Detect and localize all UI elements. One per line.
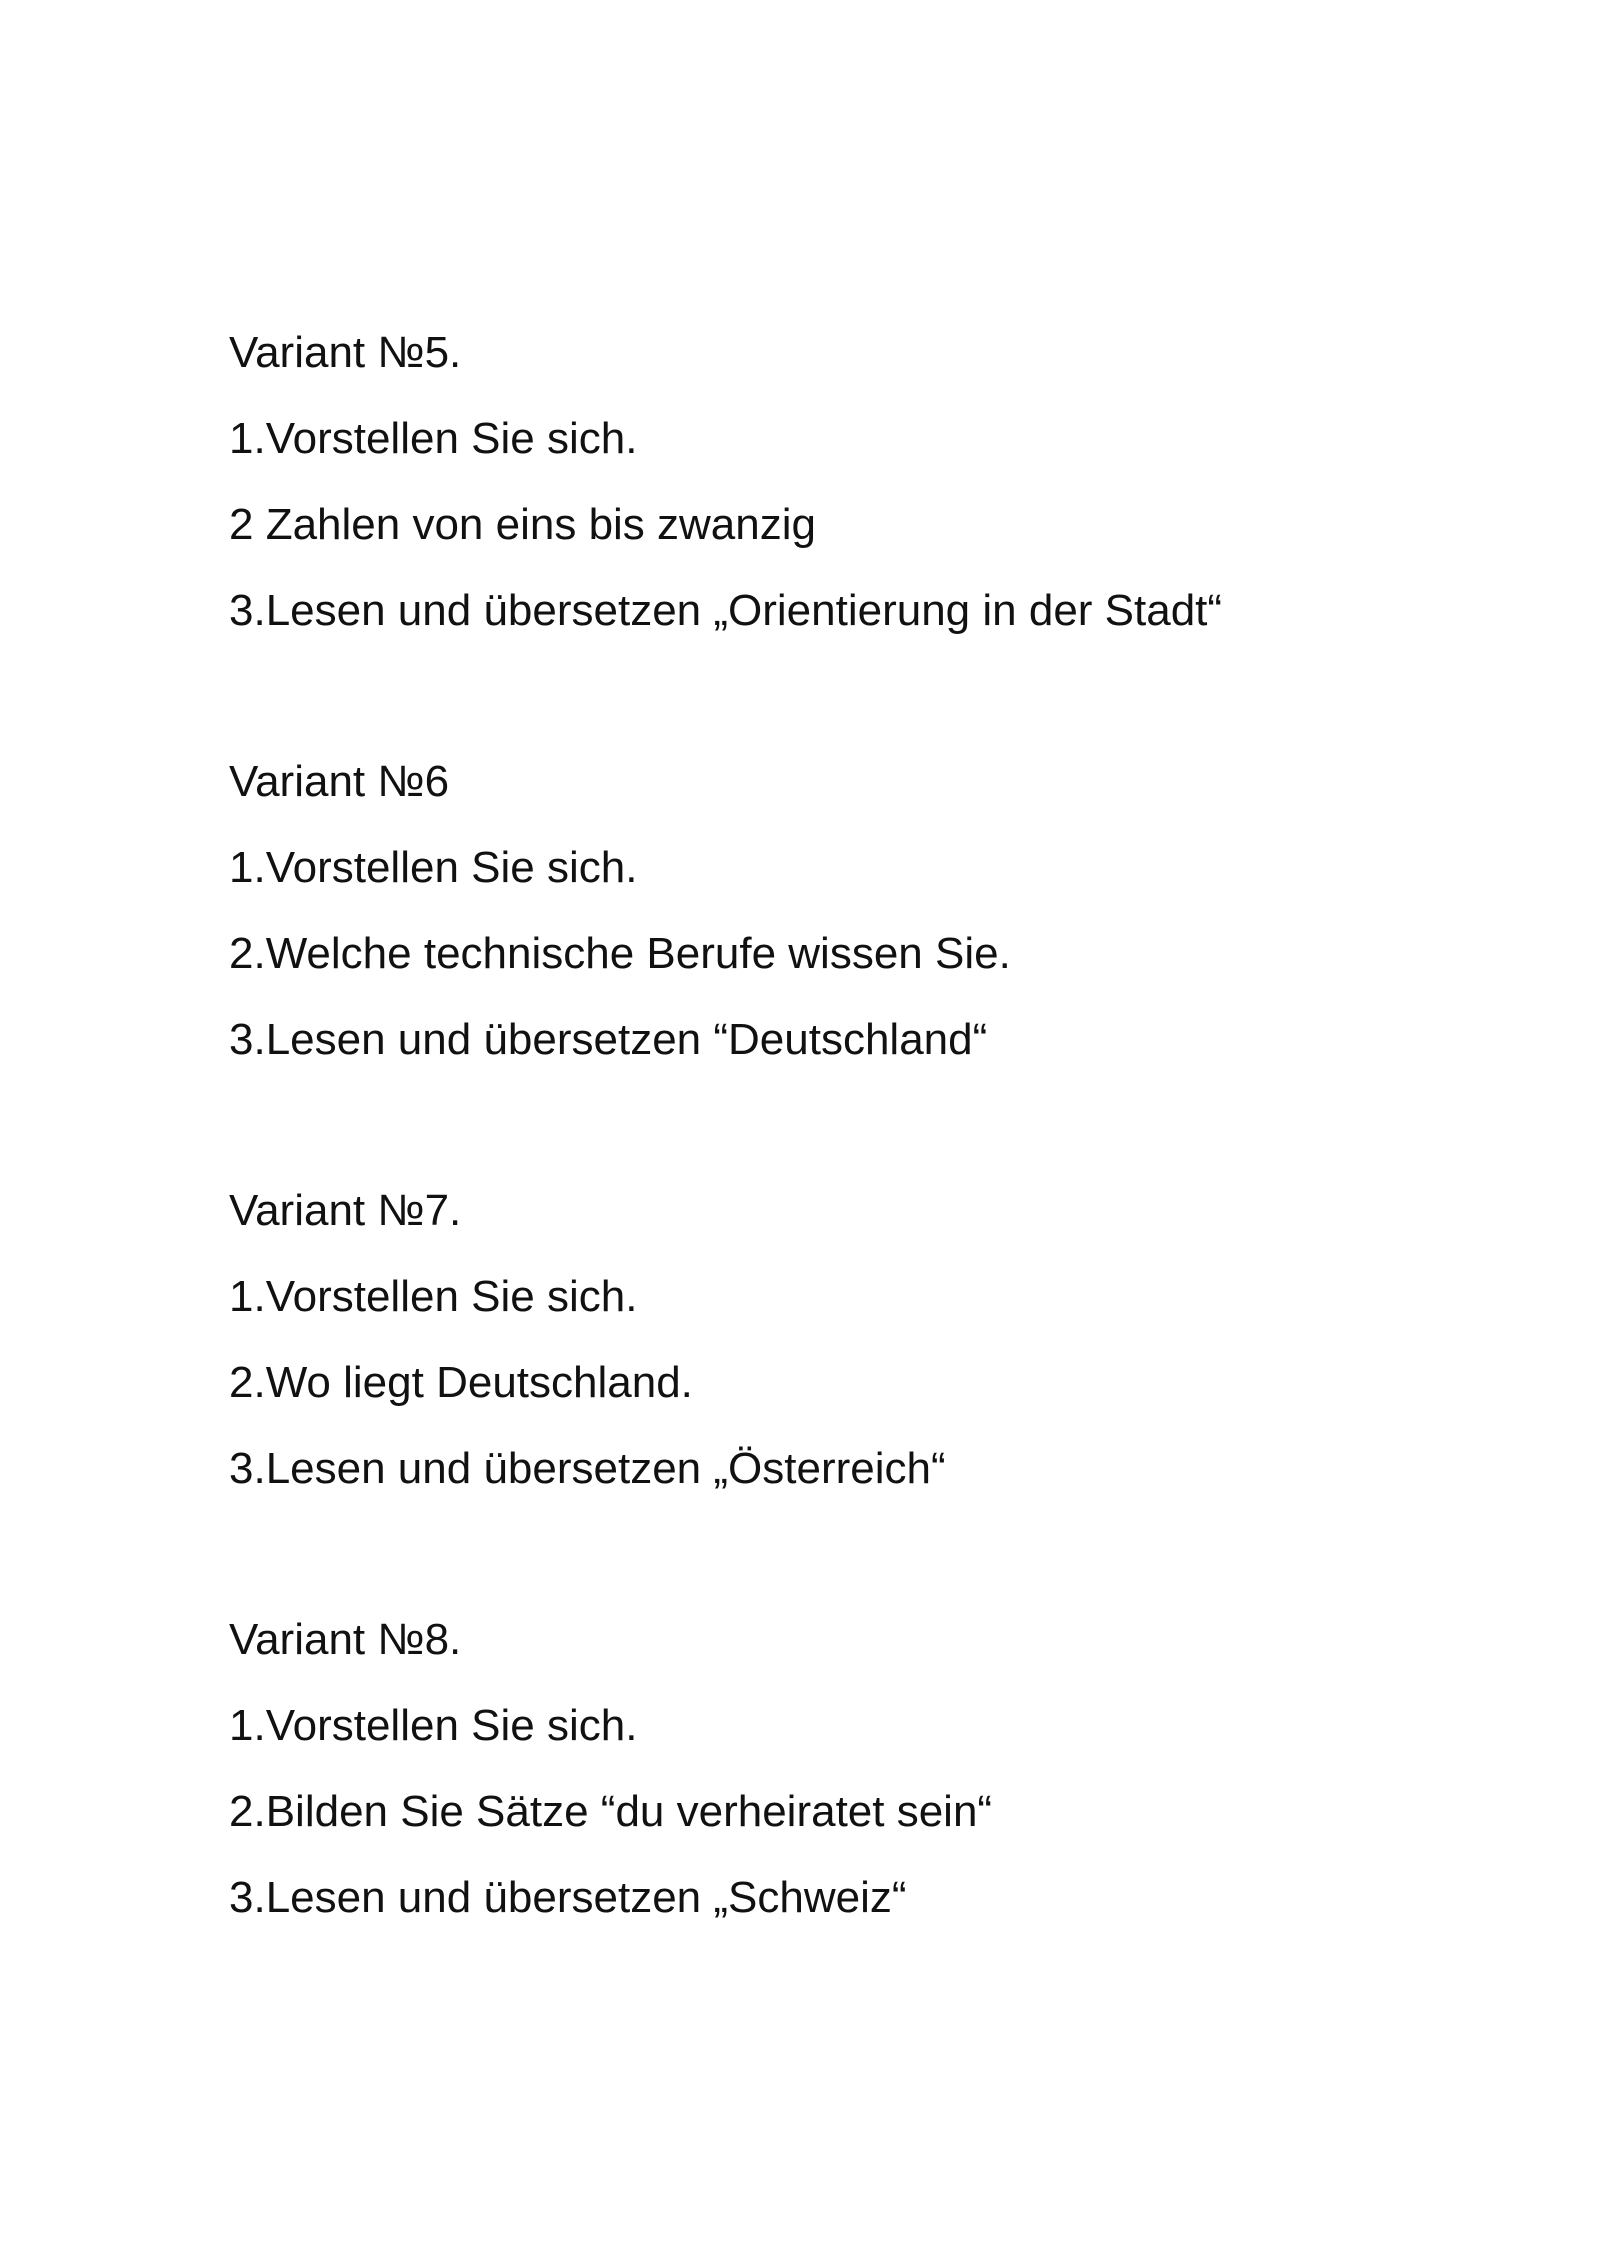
- task-3: 3.Lesen und übersetzen „Orientierung in der Stadt“: [229, 586, 1223, 635]
- variant-title: Variant №5.: [229, 328, 462, 377]
- task-3: 3.Lesen und übersetzen “Deutschland“: [229, 1015, 988, 1064]
- variant-8: [229, 1609, 1429, 1953]
- task-2: 2 Zahlen von eins bis zwanzig: [229, 500, 816, 549]
- task-2: 2.Bilden Sie Sätze “du verheiratet sein“: [229, 1787, 993, 1836]
- task-1: 1.Vorstellen Sie sich.: [229, 1701, 638, 1750]
- task-3: 3.Lesen und übersetzen „Schweiz“: [229, 1873, 907, 1922]
- variant-title: Variant №7.: [229, 1186, 462, 1235]
- task-2: 2.Welche technische Berufe wissen Sie.: [229, 929, 1011, 978]
- variant-6: [229, 751, 1429, 1095]
- variant-title: Variant №6: [229, 757, 450, 806]
- task-2: 2.Wo liegt Deutschland.: [229, 1358, 693, 1407]
- variant-5: [229, 322, 1429, 666]
- task-3: 3.Lesen und übersetzen „Österreich“: [229, 1444, 946, 1493]
- variant-7: [229, 1180, 1429, 1524]
- document-content: [229, 322, 1429, 2038]
- task-1: 1.Vorstellen Sie sich.: [229, 414, 638, 463]
- task-1: 1.Vorstellen Sie sich.: [229, 1272, 638, 1321]
- variant-title: Variant №8.: [229, 1615, 462, 1664]
- task-1: 1.Vorstellen Sie sich.: [229, 843, 638, 892]
